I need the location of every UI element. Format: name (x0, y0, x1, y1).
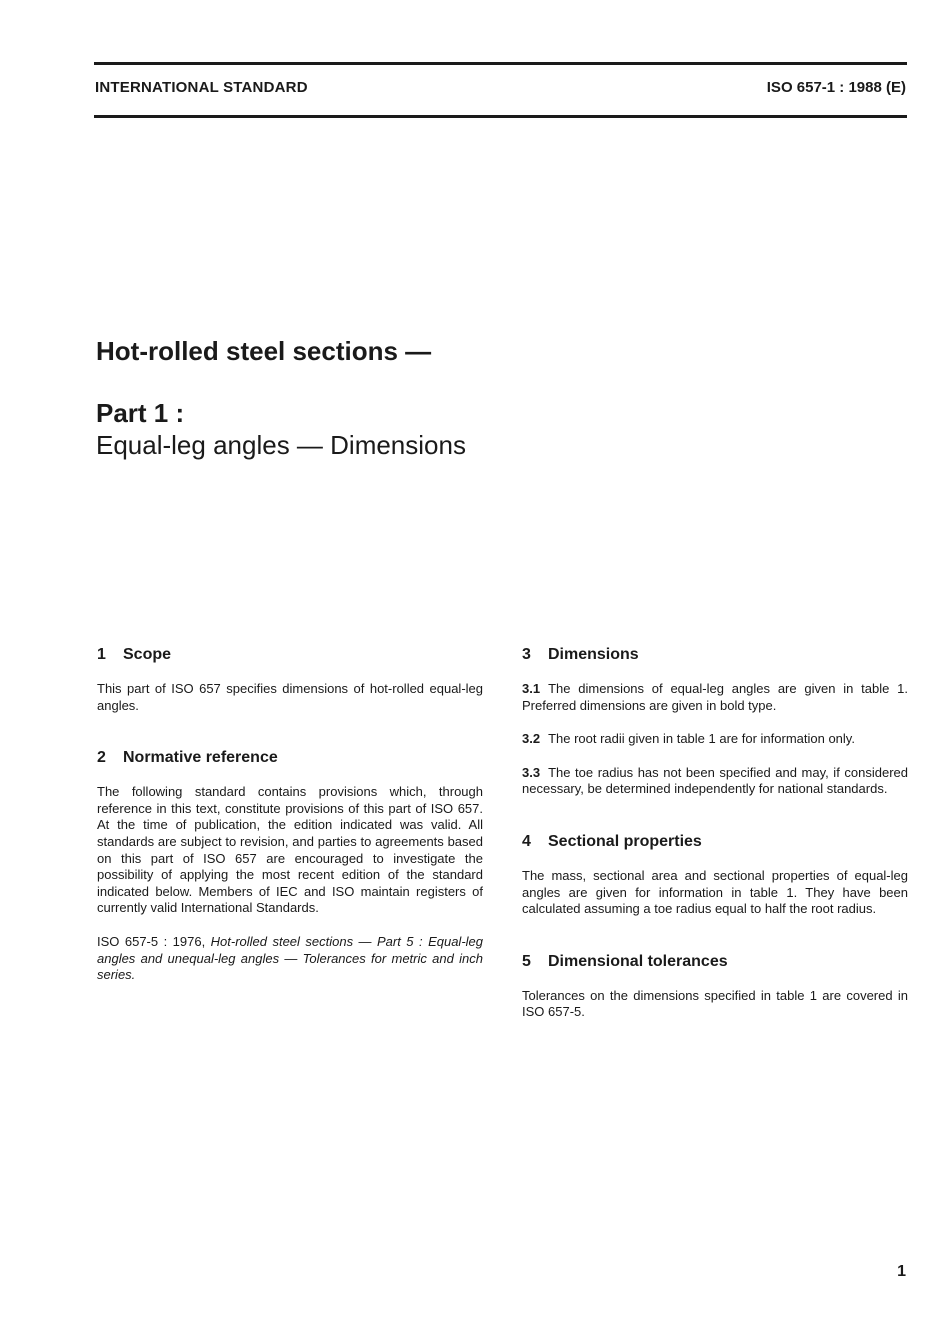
document-subtitle: Equal-leg angles — Dimensions (96, 430, 466, 460)
clause-number: 3.1 (522, 681, 541, 696)
section-heading-dimensional-tolerances (522, 952, 908, 972)
clause-number: 3.2 (522, 731, 541, 747)
section-number: 3 (522, 646, 531, 663)
header-top-rule (94, 62, 907, 65)
section-number: 4 (522, 832, 531, 850)
section-title: Normative reference (123, 749, 278, 767)
citation-title: Hot-rolled steel sections — Part 5 : Equal-leg angles and unequal-leg angles — Tolerances for metric and inch series. (97, 933, 483, 983)
page-number: 1 (897, 1263, 906, 1280)
section-title: Sectional properties (548, 832, 702, 850)
section-heading-scope (97, 645, 483, 665)
document-title: Hot-rolled steel sections — (96, 336, 432, 366)
standard-reference-label: ISO 657-1 : 1988 (E) (766, 79, 906, 96)
section-number: 5 (522, 952, 531, 970)
section-title: Dimensions (548, 646, 639, 663)
right-column (522, 645, 908, 1021)
dimensional-tolerances-paragraph: Tolerances on the dimensions specified in table 1 are covered in ISO 657-5. (522, 987, 908, 1020)
clause-number: 3.3 (522, 764, 541, 780)
left-column (97, 645, 483, 984)
clause-3-2 (522, 731, 908, 748)
sectional-properties-paragraph: The mass, sectional area and sectional properties of equal-leg angles are given for information in table 1. They have been calculated assuming a toe radius equal to half the root radius. (522, 867, 908, 917)
scope-paragraph: This part of ISO 657 specifies dimensions of hot-rolled equal-leg angles. (97, 681, 483, 713)
citation-prefix: ISO 657-5 : 1976, (97, 933, 211, 949)
section-heading-sectional-properties (522, 832, 908, 852)
document-type-label: INTERNATIONAL STANDARD (95, 79, 308, 96)
clause-text: The root radii given in table 1 are for information only. (548, 731, 855, 747)
section-heading-normative-reference (97, 748, 483, 768)
normative-reference-paragraph: The following standard contains provisions which, through reference in this text, constitute provisions of this part of ISO 657. At the time of publication, the edition indicated was valid. All standards are subject to revision, and parties to agreements based on this part of ISO 657 are encouraged to investigate the possibility of applying the most recent edition of the standard indicated below. Members of IEC and ISO maintain registers of currently valid International Standards. (97, 784, 483, 916)
section-title: Scope (123, 646, 172, 663)
section-heading-dimensions (522, 645, 908, 665)
normative-reference-citation (97, 934, 483, 984)
section-number: 1 (97, 646, 106, 663)
section-number: 2 (97, 749, 106, 767)
clause-3-3 (522, 765, 908, 798)
clause-3-1 (522, 681, 908, 714)
header-bottom-rule (94, 115, 907, 118)
document-part-label: Part 1 : (96, 398, 185, 428)
section-title: Dimensional tolerances (548, 952, 728, 970)
clause-text: The dimensions of equal-leg angles are given in table 1. Preferred dimensions are given in bold type. (522, 681, 908, 713)
clause-text: The toe radius has not been specified and may, if considered necessary, be determined independently for national standards. (522, 764, 908, 797)
